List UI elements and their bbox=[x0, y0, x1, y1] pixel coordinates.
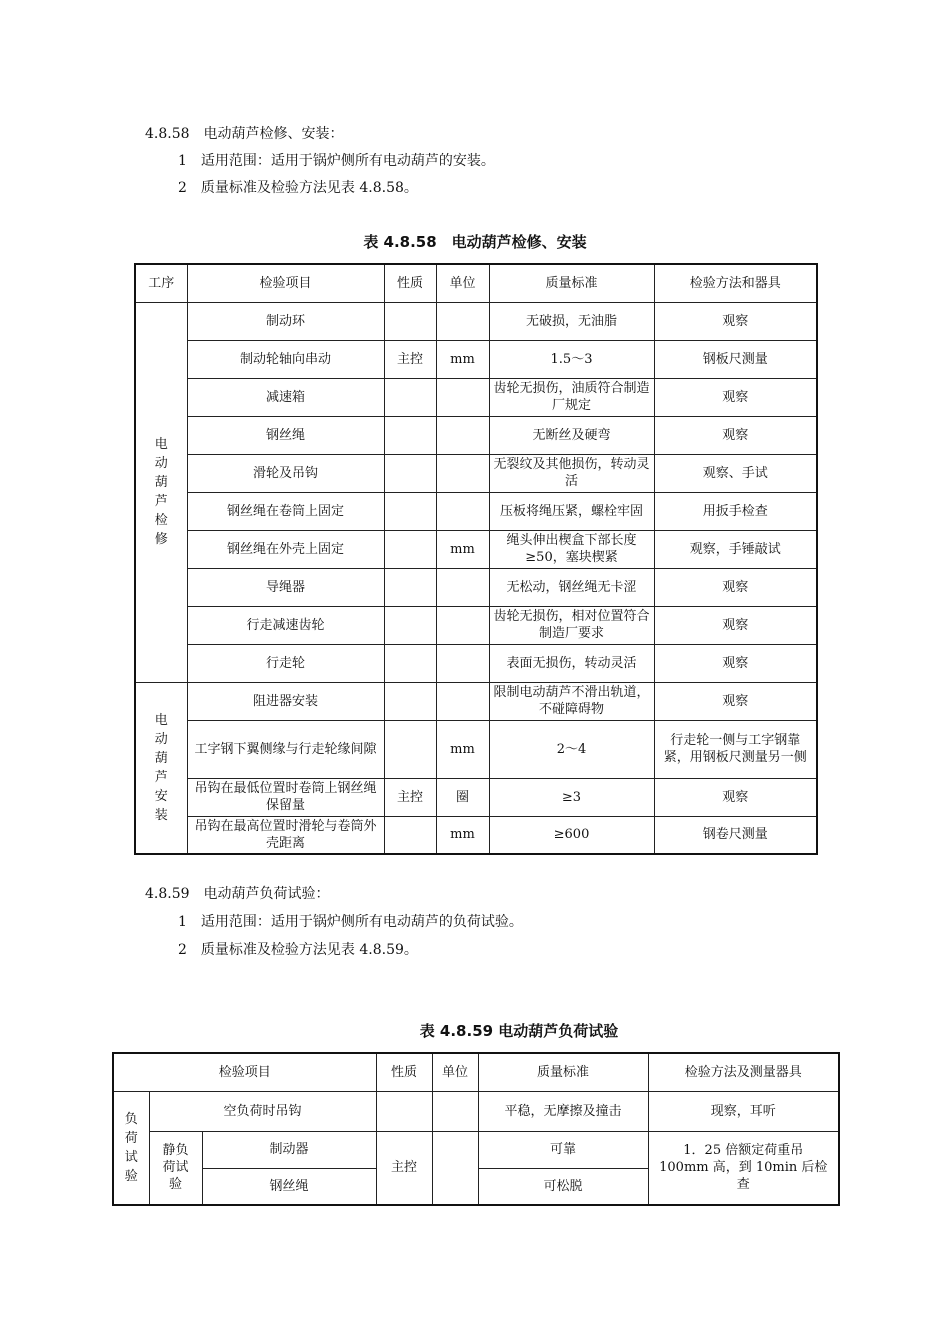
cell-standard: 2～4 bbox=[489, 720, 654, 778]
table-row bbox=[135, 378, 817, 416]
cell-standard: 1.5～3 bbox=[489, 340, 654, 378]
load-test-table-4-8-59 bbox=[112, 1052, 840, 1206]
header-nature: 性质 bbox=[384, 264, 436, 302]
cell-item: 吊钩在最高位置时滑轮与卷筒外壳距离 bbox=[187, 816, 384, 854]
cell-item: 制动环 bbox=[187, 302, 384, 340]
section-item-scope: 1 适用范围：适用于锅炉侧所有电动葫芦的负荷试验。 bbox=[178, 914, 523, 930]
cell-unit bbox=[436, 682, 489, 720]
cell-method: 1．25 倍额定荷重吊 100mm 高，到 10min 后检查 bbox=[648, 1131, 839, 1205]
header-process: 工序 bbox=[135, 264, 187, 302]
cell-unit bbox=[436, 416, 489, 454]
cell-item: 钢丝绳 bbox=[202, 1168, 376, 1205]
section-heading-4-8-58: 4.8.58 电动葫芦检修、安装： bbox=[145, 126, 344, 142]
cell-nature bbox=[384, 816, 436, 854]
cell-nature: 主控 bbox=[384, 340, 436, 378]
table-caption-4-8-58: 表 4.8.58 电动葫芦检修、安装 bbox=[363, 233, 587, 251]
table-row bbox=[135, 606, 817, 644]
table-row bbox=[135, 568, 817, 606]
header-nature: 性质 bbox=[376, 1053, 432, 1091]
cell-nature bbox=[384, 302, 436, 340]
table-row bbox=[135, 454, 817, 492]
table-row bbox=[135, 816, 817, 854]
cell-unit bbox=[432, 1091, 478, 1131]
table-row bbox=[113, 1131, 839, 1168]
header-method: 检验方法和器具 bbox=[654, 264, 817, 302]
cell-standard: ≥3 bbox=[489, 778, 654, 816]
cell-method: 现察，耳听 bbox=[648, 1091, 839, 1131]
cell-standard: 无断丝及硬弯 bbox=[489, 416, 654, 454]
cell-unit bbox=[436, 568, 489, 606]
cell-unit: mm bbox=[436, 720, 489, 778]
cell-standard: 表面无损伤，转动灵活 bbox=[489, 644, 654, 682]
cell-standard: 无松动，钢丝绳无卡涩 bbox=[489, 568, 654, 606]
cell-standard: 压板将绳压紧，螺栓牢固 bbox=[489, 492, 654, 530]
cell-standard: 无破损，无油脂 bbox=[489, 302, 654, 340]
table-row bbox=[135, 530, 817, 568]
inspection-table-4-8-58 bbox=[134, 263, 818, 855]
table-row bbox=[135, 302, 817, 340]
section-item-reference: 2 质量标准及检验方法见表 4.8.58。 bbox=[178, 180, 418, 196]
cell-method: 观察 bbox=[654, 416, 817, 454]
cell-standard: 平稳，无摩擦及撞击 bbox=[478, 1091, 648, 1131]
cell-standard: 齿轮无损伤，油质符合制造厂规定 bbox=[489, 378, 654, 416]
table-row bbox=[135, 682, 817, 720]
header-unit: 单位 bbox=[432, 1053, 478, 1091]
cell-item: 空负荷时吊钩 bbox=[149, 1091, 376, 1131]
cell-item: 滑轮及吊钩 bbox=[187, 454, 384, 492]
table-header-row bbox=[135, 264, 817, 302]
cell-unit: mm bbox=[436, 530, 489, 568]
cell-unit bbox=[436, 378, 489, 416]
header-standard: 质量标准 bbox=[478, 1053, 648, 1091]
cell-method: 钢卷尺测量 bbox=[654, 816, 817, 854]
cell-standard: 可松脱 bbox=[478, 1168, 648, 1205]
cell-nature bbox=[384, 454, 436, 492]
header-item: 检验项目 bbox=[187, 264, 384, 302]
cell-unit bbox=[436, 302, 489, 340]
cell-method: 观察 bbox=[654, 778, 817, 816]
cell-standard: 齿轮无损伤，相对位置符合制造厂要求 bbox=[489, 606, 654, 644]
header-item: 检验项目 bbox=[113, 1053, 376, 1091]
cell-unit bbox=[432, 1131, 478, 1205]
cell-method: 观察、手试 bbox=[654, 454, 817, 492]
table-row bbox=[135, 492, 817, 530]
table-row bbox=[113, 1091, 839, 1131]
cell-method: 观察 bbox=[654, 378, 817, 416]
section-item-reference: 2 质量标准及检验方法见表 4.8.59。 bbox=[178, 942, 418, 958]
section-heading-4-8-59: 4.8.59 电动葫芦负荷试验： bbox=[145, 886, 330, 902]
cell-nature bbox=[384, 682, 436, 720]
cell-method: 行走轮一侧与工字钢靠紧，用钢板尺测量另一侧 bbox=[654, 720, 817, 778]
cell-standard: 绳头伸出楔盒下部长度≥50，塞块楔紧 bbox=[489, 530, 654, 568]
cell-method: 观察，手锤敲试 bbox=[654, 530, 817, 568]
cell-method: 观察 bbox=[654, 606, 817, 644]
cell-item: 钢丝绳在卷筒上固定 bbox=[187, 492, 384, 530]
cell-nature: 主控 bbox=[376, 1131, 432, 1205]
cell-nature bbox=[384, 416, 436, 454]
cell-item: 钢丝绳 bbox=[187, 416, 384, 454]
table-row bbox=[135, 416, 817, 454]
cell-method: 钢板尺测量 bbox=[654, 340, 817, 378]
cell-nature bbox=[384, 530, 436, 568]
table-row bbox=[135, 644, 817, 682]
cell-unit: 圈 bbox=[436, 778, 489, 816]
cell-standard: 可靠 bbox=[478, 1131, 648, 1168]
cell-item: 吊钩在最低位置时卷筒上钢丝绳保留量 bbox=[187, 778, 384, 816]
cell-item: 阻进器安装 bbox=[187, 682, 384, 720]
static-load-test-label: 静负荷试验 bbox=[149, 1131, 202, 1205]
cell-item: 减速箱 bbox=[187, 378, 384, 416]
table-row bbox=[135, 778, 817, 816]
cell-nature bbox=[384, 378, 436, 416]
cell-item: 钢丝绳在外壳上固定 bbox=[187, 530, 384, 568]
cell-item: 行走减速齿轮 bbox=[187, 606, 384, 644]
cell-method: 观察 bbox=[654, 682, 817, 720]
table-header-row bbox=[113, 1053, 839, 1091]
process-group-maintenance: 电 动 葫 芦 检 修 bbox=[135, 302, 187, 682]
cell-nature bbox=[376, 1091, 432, 1131]
header-method: 检验方法及测量器具 bbox=[648, 1053, 839, 1091]
cell-nature bbox=[384, 568, 436, 606]
cell-method: 用扳手检查 bbox=[654, 492, 817, 530]
cell-unit bbox=[436, 644, 489, 682]
cell-unit bbox=[436, 606, 489, 644]
cell-method: 观察 bbox=[654, 644, 817, 682]
table-row bbox=[135, 720, 817, 778]
cell-item: 行走轮 bbox=[187, 644, 384, 682]
cell-nature bbox=[384, 644, 436, 682]
header-standard: 质量标准 bbox=[489, 264, 654, 302]
cell-nature: 主控 bbox=[384, 778, 436, 816]
cell-item: 制动轮轴向串动 bbox=[187, 340, 384, 378]
load-test-group: 负 荷 试 验 bbox=[113, 1091, 149, 1205]
header-unit: 单位 bbox=[436, 264, 489, 302]
table-caption-4-8-59: 表 4.8.59 电动葫芦负荷试验 bbox=[419, 1022, 619, 1040]
cell-item: 导绳器 bbox=[187, 568, 384, 606]
cell-nature bbox=[384, 492, 436, 530]
cell-item: 制动器 bbox=[202, 1131, 376, 1168]
cell-method: 观察 bbox=[654, 568, 817, 606]
cell-nature bbox=[384, 606, 436, 644]
table-row bbox=[135, 340, 817, 378]
cell-unit: mm bbox=[436, 340, 489, 378]
cell-unit bbox=[436, 492, 489, 530]
cell-method: 观察 bbox=[654, 302, 817, 340]
cell-unit bbox=[436, 454, 489, 492]
cell-item: 工字钢下翼侧缘与行走轮缘间隙 bbox=[187, 720, 384, 778]
section-item-scope: 1 适用范围：适用于锅炉侧所有电动葫芦的安装。 bbox=[178, 153, 495, 169]
cell-standard: 限制电动葫芦不滑出轨道，不碰障碍物 bbox=[489, 682, 654, 720]
cell-unit: mm bbox=[436, 816, 489, 854]
cell-nature bbox=[384, 720, 436, 778]
cell-standard: 无裂纹及其他损伤，转动灵活 bbox=[489, 454, 654, 492]
process-group-installation: 电 动 葫 芦 安 装 bbox=[135, 682, 187, 854]
cell-standard: ≥600 bbox=[489, 816, 654, 854]
